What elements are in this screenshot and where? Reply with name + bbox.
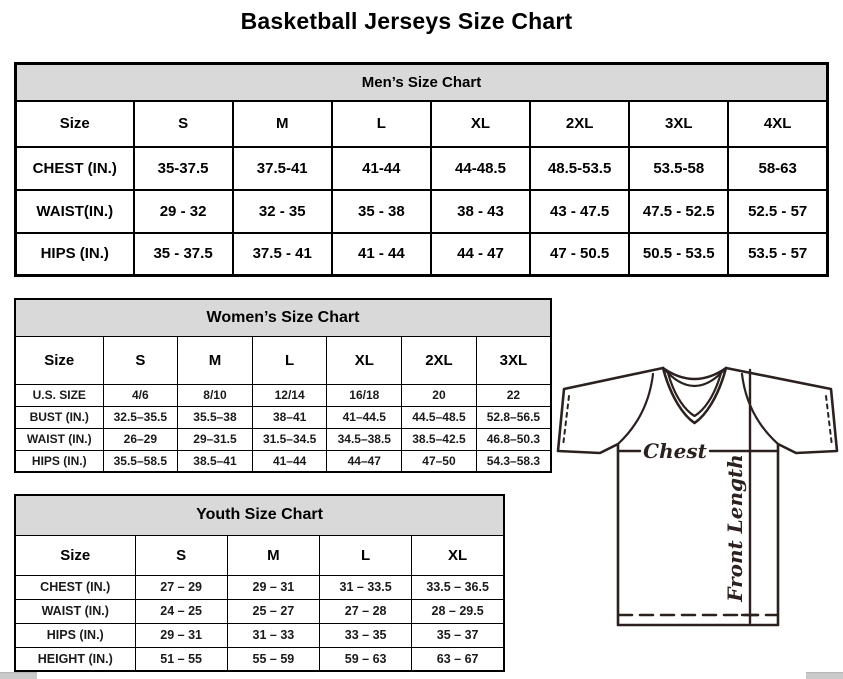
mens-waist-row (16, 190, 828, 233)
mens-header-cell: 4XL (728, 101, 827, 147)
size-value: 35 – 37 (412, 623, 504, 647)
womens-header-cell: 2XL (402, 336, 477, 384)
size-value: 34.5–38.5 (327, 428, 402, 450)
jersey-measurement-diagram (556, 356, 843, 636)
size-value: 41 - 44 (332, 233, 431, 276)
size-value: 44-48.5 (431, 147, 530, 190)
size-value: 52.8–56.5 (476, 406, 551, 428)
row-label: WAIST (IN.) (15, 428, 103, 450)
row-label: CHEST (IN.) (15, 575, 135, 599)
womens-waist-row (15, 428, 551, 450)
size-value: 51 – 55 (135, 647, 227, 671)
youth-chart-title: Youth Size Chart (15, 495, 504, 535)
size-value: 37.5 - 41 (233, 233, 332, 276)
size-value: 35-37.5 (134, 147, 233, 190)
row-label: HIPS (IN.) (16, 233, 134, 276)
size-value: 48.5-53.5 (530, 147, 629, 190)
row-label: BUST (IN.) (15, 406, 103, 428)
size-value: 29 – 31 (227, 575, 319, 599)
size-value: 37.5-41 (233, 147, 332, 190)
size-value: 28 – 29.5 (412, 599, 504, 623)
size-value: 44.5–48.5 (402, 406, 477, 428)
mens-header-cell: 2XL (530, 101, 629, 147)
size-value: 27 – 28 (320, 599, 412, 623)
size-value: 38–41 (252, 406, 327, 428)
mens-header-cell: XL (431, 101, 530, 147)
size-value: 44 - 47 (431, 233, 530, 276)
size-value: 35 - 37.5 (134, 233, 233, 276)
size-value: 55 – 59 (227, 647, 319, 671)
size-value: 29 - 32 (134, 190, 233, 233)
size-value: 35 - 38 (332, 190, 431, 233)
size-value: 8/10 (178, 384, 253, 406)
size-value: 27 – 29 (135, 575, 227, 599)
mens-header-cell: 3XL (629, 101, 728, 147)
size-value: 47–50 (402, 450, 477, 472)
size-value: 44–47 (327, 450, 402, 472)
youth-header-cell: XL (412, 535, 504, 575)
size-value: 59 – 63 (320, 647, 412, 671)
size-value: 31.5–34.5 (252, 428, 327, 450)
row-label: U.S. SIZE (15, 384, 103, 406)
size-value: 24 – 25 (135, 599, 227, 623)
mens-header-cell: M (233, 101, 332, 147)
womens-header-cell: S (103, 336, 178, 384)
size-value: 53.5-58 (629, 147, 728, 190)
size-value: 47.5 - 52.5 (629, 190, 728, 233)
youth-header-cell: L (320, 535, 412, 575)
mens-chest-row (16, 147, 828, 190)
scrollbar-fragment-right[interactable] (806, 672, 843, 679)
size-value: 63 – 67 (412, 647, 504, 671)
size-value: 41–44.5 (327, 406, 402, 428)
row-label: WAIST(IN.) (16, 190, 134, 233)
size-value: 4/6 (103, 384, 178, 406)
size-value: 47 - 50.5 (530, 233, 629, 276)
youth-height-row (15, 647, 504, 671)
size-value: 20 (402, 384, 477, 406)
womens-header-cell: 3XL (476, 336, 551, 384)
chest-label: Chest (643, 439, 707, 463)
mens-hips-row (16, 233, 828, 276)
scrollbar-fragment-left[interactable] (0, 672, 37, 679)
size-value: 35.5–58.5 (103, 450, 178, 472)
size-value: 31 – 33.5 (320, 575, 412, 599)
size-value: 58-63 (728, 147, 827, 190)
youth-size-chart-table (14, 494, 505, 672)
size-value: 16/18 (327, 384, 402, 406)
mens-header-cell: S (134, 101, 233, 147)
row-label: WAIST (IN.) (15, 599, 135, 623)
womens-header-cell: XL (327, 336, 402, 384)
youth-header-cell: S (135, 535, 227, 575)
size-value: 38 - 43 (431, 190, 530, 233)
womens-size-chart-table (14, 298, 552, 473)
womens-header-cell: Size (15, 336, 103, 384)
row-label: HEIGHT (IN.) (15, 647, 135, 671)
womens-header-row (15, 336, 551, 384)
row-label: CHEST (IN.) (16, 147, 134, 190)
size-value: 46.8–50.3 (476, 428, 551, 450)
mens-size-chart-table (14, 62, 829, 277)
size-value: 12/14 (252, 384, 327, 406)
size-value: 26–29 (103, 428, 178, 450)
size-value: 43 - 47.5 (530, 190, 629, 233)
mens-chart-title: Men’s Size Chart (16, 64, 828, 101)
womens-header-cell: M (178, 336, 253, 384)
size-value: 53.5 - 57 (728, 233, 827, 276)
size-value: 38.5–42.5 (402, 428, 477, 450)
row-label: HIPS (IN.) (15, 450, 103, 472)
womens-ussize-row (15, 384, 551, 406)
womens-bust-row (15, 406, 551, 428)
size-value: 29 – 31 (135, 623, 227, 647)
front-length-label: Front Length (723, 454, 747, 602)
size-value: 32.5–35.5 (103, 406, 178, 428)
row-label: HIPS (IN.) (15, 623, 135, 647)
mens-header-cell: Size (16, 101, 134, 147)
jersey-armhole-right (742, 374, 778, 444)
size-value: 50.5 - 53.5 (629, 233, 728, 276)
mens-header-row (16, 101, 828, 147)
size-value: 41–44 (252, 450, 327, 472)
youth-header-cell: Size (15, 535, 135, 575)
size-value: 41-44 (332, 147, 431, 190)
youth-hips-row (15, 623, 504, 647)
size-value: 38.5–41 (178, 450, 253, 472)
size-value: 32 - 35 (233, 190, 332, 233)
youth-header-cell: M (227, 535, 319, 575)
size-value: 22 (476, 384, 551, 406)
mens-header-cell: L (332, 101, 431, 147)
womens-hips-row (15, 450, 551, 472)
jersey-armhole-left (618, 374, 653, 444)
jersey-outline (558, 368, 837, 625)
youth-waist-row (15, 599, 504, 623)
size-value: 31 – 33 (227, 623, 319, 647)
page-title: Basketball Jerseys Size Chart (240, 8, 573, 34)
size-value: 52.5 - 57 (728, 190, 827, 233)
size-value: 33 – 35 (320, 623, 412, 647)
size-value: 29–31.5 (178, 428, 253, 450)
size-value: 25 – 27 (227, 599, 319, 623)
youth-header-row (15, 535, 504, 575)
youth-chest-row (15, 575, 504, 599)
size-value: 54.3–58.3 (476, 450, 551, 472)
size-value: 33.5 – 36.5 (412, 575, 504, 599)
womens-header-cell: L (252, 336, 327, 384)
womens-chart-title: Women’s Size Chart (15, 299, 551, 336)
size-value: 35.5–38 (178, 406, 253, 428)
